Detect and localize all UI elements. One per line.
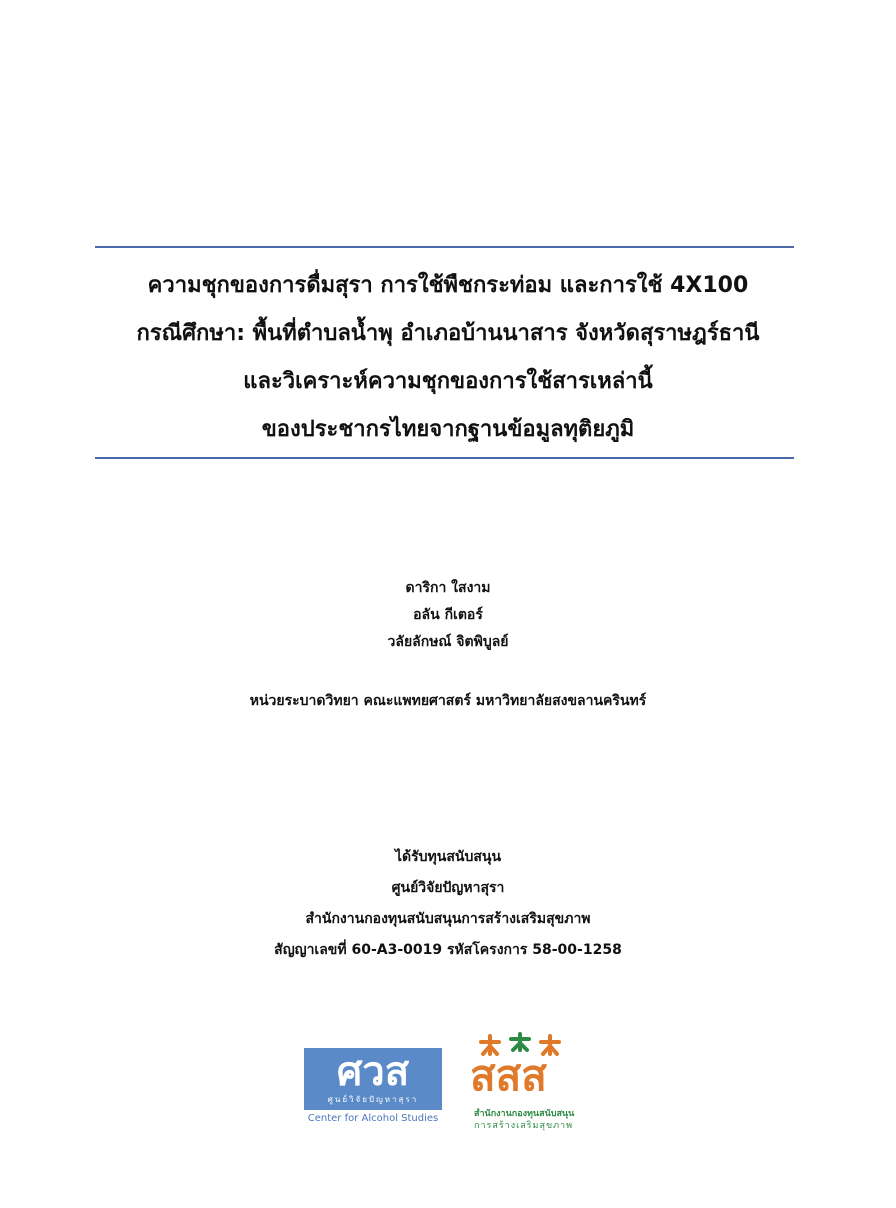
funder-organization: สำนักงานกองทุนสนับสนุนการสร้างเสริมสุขภาพ — [305, 911, 591, 927]
title-top-rule — [95, 246, 794, 248]
cas-logo-subtitle: ศูนย์วิจัยปัญหาสุรา — [327, 1095, 419, 1104]
funding-heading: ได้รับทุนสนับสนุน — [394, 849, 502, 865]
author-2: อลัน กีเตอร์ — [413, 607, 483, 623]
report-title — [40, 262, 856, 454]
thp-logo-caption-1: สำนักงานกองทุนสนับสนุน — [474, 1109, 575, 1119]
title-line-3: และวิเคราะห์ความชุกของการใช้สารเหล่านี้ — [243, 369, 653, 394]
cas-logo-mark: ศวส — [336, 1049, 410, 1095]
author-1: ดาริกา ใสงาม — [405, 580, 491, 596]
funder-name: ศูนย์วิจัยปัญหาสุรา — [391, 880, 505, 896]
title-line-2: กรณีศึกษา: พื้นที่ตำบลน้ำพุ อำเภอบ้านนาสาร จังหวัดสุราษฎร์ธานี — [136, 321, 760, 346]
thp-logo-caption-2: การสร้างเสริมสุขภาพ — [474, 1121, 574, 1131]
affiliation: หน่วยระบาดวิทยา คณะแพทยศาสตร์ มหาวิทยาลัยสงขลานครินทร์ — [249, 693, 647, 709]
center-for-alcohol-studies-logo — [304, 1048, 442, 1128]
title-bottom-rule — [95, 457, 794, 459]
author-3: วลัยลักษณ์ จิตพิบูลย์ — [387, 634, 509, 650]
thp-logo-mark: สสส — [470, 1051, 547, 1100]
author-list — [0, 575, 896, 656]
title-line-1: ความชุกของการดื่มสุรา การใช้พืชกระท่อม และการใช้ 4X100 — [147, 273, 749, 298]
title-line-4: ของประชากรไทยจากฐานข้อมูลทุติยภูมิ — [261, 417, 635, 442]
cas-logo-caption: Center for Alcohol Studies — [307, 1113, 439, 1124]
funding-info — [0, 842, 896, 966]
contract-number: สัญญาเลขที่ 60-A3-0019 รหัสโครงการ 58-00-1258 — [274, 942, 622, 958]
thai-health-promotion-logo — [470, 1030, 600, 1130]
